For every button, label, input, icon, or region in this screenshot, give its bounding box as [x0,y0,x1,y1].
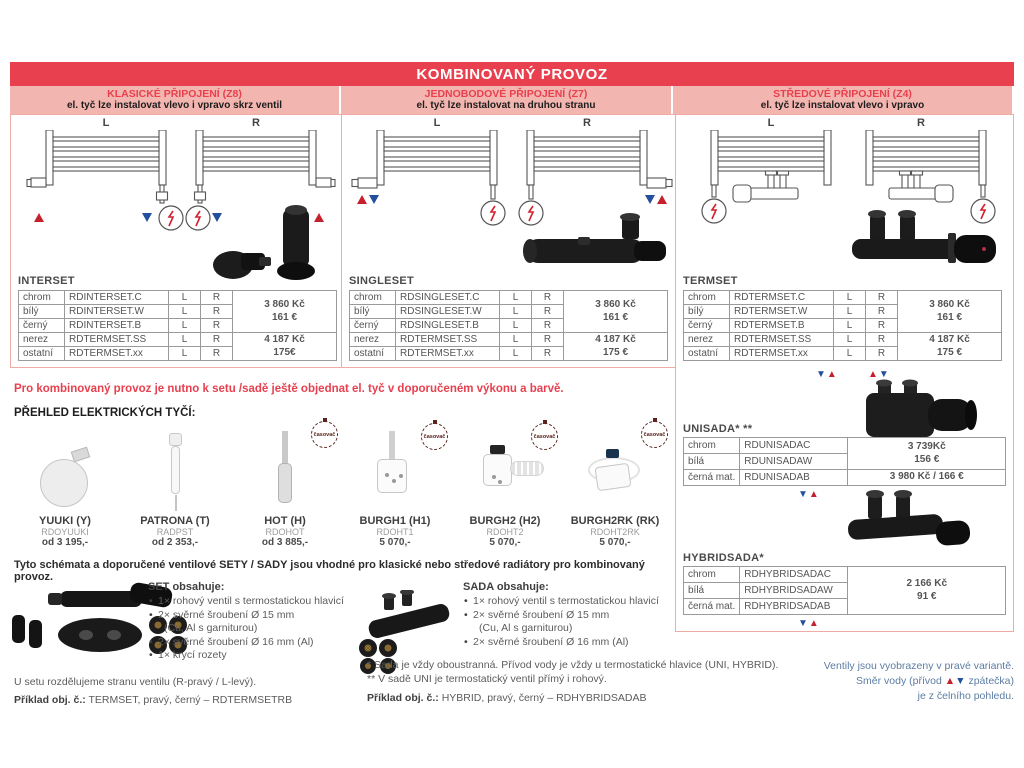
list-item: • 2× svěrné šroubení Ø 15 mm [148,609,380,623]
supply-arrow-icon [34,213,44,222]
rod-dots [385,473,389,477]
color-cell: bílý [684,305,730,319]
example-value: TERMSET, pravý, černý – RDTERMSETRB [88,694,293,706]
price-kc: 3 860 Kč [929,299,970,310]
code-cell: RDSINGLESET.W [396,305,500,319]
price-eur: 91 € [917,590,937,602]
rod-body [278,463,292,503]
left-variant-cell: L [500,347,532,361]
table-row [684,470,1006,486]
return-arrow-icon: ▼ [955,675,966,687]
sada-order-example [367,692,647,704]
note-line-3: je z čelního pohledu. [917,690,1014,702]
return-arrow-icon [142,213,152,222]
rod-body [40,459,88,507]
timer-badge-label: časovač [643,431,666,438]
interset-product-photo [207,203,319,283]
left-variant-cell: L [500,305,532,319]
color-cell: ostatní [350,347,396,361]
left-variant-cell: L [834,291,866,305]
rod-burgh2-image [450,421,560,515]
code-cell: RDUNISADAB [740,470,848,486]
right-variant-cell: R [532,319,564,333]
code-cell: RDSINGLESET.B [396,319,500,333]
note-line-2 [784,674,1014,689]
termset-table [683,290,1002,361]
right-variant-cell: R [201,305,233,319]
rod-price: 5 070,- [599,537,631,548]
set-side-note: U setu rozdělujeme stranu ventilu (R-pravý / L-levý). [14,676,257,688]
radiator-right [866,130,986,202]
column-z8 [10,114,341,368]
timer-badge-label: časovač [533,433,556,440]
footnote-2: ** V sadě UNI je termostatický ventil přímý i rohový. [367,672,607,685]
rods-heading: PŘEHLED ELEKTRICKÝCH TYČÍ: [14,407,196,419]
rod-burgh2 [450,421,560,557]
color-cell: chrom [684,291,730,305]
right-variant-cell: R [532,333,564,347]
return-arrow-icon: ▼ [816,369,827,380]
timer-badge-icon [641,421,668,448]
right-variant-cell: R [866,333,898,347]
header-z7-title: JEDNOBODOVÉ PŘIPOJENÍ (Z7) [424,87,588,100]
color-cell: chrom [350,291,396,305]
price-cell [848,438,1006,470]
left-variant-cell: L [169,305,201,319]
code-cell: RDTERMSET.SS [65,333,169,347]
table-row [350,333,668,347]
rod-body [483,454,512,486]
singleset-product-photo [518,213,670,273]
note-line-2-post: zpátečka) [968,675,1014,687]
rod-yuuki-image [10,421,120,515]
table-row [684,291,1002,305]
price-eur: 175€ [273,346,296,358]
supply-arrow-icon [657,195,667,204]
left-variant-cell: L [500,291,532,305]
timer-badge-icon [531,423,558,450]
radiator-right [195,130,336,203]
radiator-right [527,130,672,199]
unisada-table [683,437,1006,486]
price-cell [898,333,1002,361]
unisada-product-photo [854,379,979,445]
interset-table [18,290,337,361]
return-arrow-icon [645,195,655,204]
order-note: Pro kombinovaný provoz je nutno k setu /sadě ještě objednat el. tyč v doporučeném výkonu a barvě. [14,383,564,395]
rod-hot-image [230,421,340,515]
rod-burgh1-image [340,421,450,515]
code-cell: RDSINGLESET.C [396,291,500,305]
left-variant-cell: L [834,305,866,319]
supply-arrow-icon: ▲ [944,675,956,687]
right-variant-cell: R [866,347,898,361]
sada-contents-box [463,581,705,649]
interset-label: INTERSET [18,275,75,287]
set-contents-heading: SET obsahuje: [148,581,225,593]
radiator-left [27,130,168,203]
right-variant-cell: R [532,305,564,319]
code-cell: RDTERMSET.xx [65,347,169,361]
left-variant-cell: L [834,347,866,361]
table-row [684,333,1002,347]
rod-code: RDOHT2 [486,527,524,537]
rod-wire [175,495,177,511]
right-variant-cell: R [201,347,233,361]
color-cell: černý [19,319,65,333]
rod-cap [490,445,505,454]
rod-burgh2rk-image [560,421,670,515]
table-row [19,291,337,305]
sada-contents-list [463,595,705,649]
price-cell [898,291,1002,333]
diagram-z7-left-label: L [433,117,441,129]
diagram-z8-right-label: R [252,117,260,129]
header-z7 [341,86,673,114]
code-cell: RDUNISADAW [740,454,848,470]
right-variant-cell: R [201,291,233,305]
unisada-label: UNISADA* ** [683,423,753,435]
rod-patrona [120,421,230,557]
price-eur: 161 € [936,311,963,323]
table-row [684,438,1006,454]
price-cell [233,291,337,333]
rod-name: YUUKI (Y) [39,515,91,527]
list-item: (Cu, Al s garniturou) [164,622,258,634]
rod-element [389,431,395,459]
right-variant-cell: R [532,291,564,305]
left-variant-cell: L [169,347,201,361]
radiator-left [711,130,831,202]
header-z8 [10,86,341,114]
code-cell: RDHYBRIDSADAB [740,599,848,615]
rod-body [171,446,180,494]
singleset-table [349,290,668,361]
termset-label: TERMSET [683,275,738,287]
table-row [19,333,337,347]
table-row [684,567,1006,583]
rod-code: RADPST [156,527,194,537]
right-variant-cell: R [866,319,898,333]
rod-price: 5 070,- [489,537,521,548]
rod-cap [606,449,619,458]
column-headers [10,86,1014,114]
color-cell: chrom [684,438,740,454]
rod-price: od 2 353,- [151,537,199,548]
color-cell: chrom [684,567,740,583]
code-cell: RDUNISADAC [740,438,848,454]
hybridsada-table [683,566,1006,615]
set-contents-list [148,595,380,663]
note-line-1: Ventily jsou vyobrazeny v pravé variantě. [823,660,1014,672]
rod-price: 5 070,- [379,537,411,548]
list-item: • 1× rohový ventil s termostatickou hlavicí [148,595,380,609]
color-cell: ostatní [19,347,65,361]
header-z4 [673,86,1012,114]
right-variant-cell: R [866,305,898,319]
diagram-z4-right-label: R [917,117,925,129]
code-cell: RDINTERSET.W [65,305,169,319]
rod-price: od 3 195,- [41,537,89,548]
code-cell: RDINTERSET.B [65,319,169,333]
return-arrow-icon: ▼ [878,369,890,380]
color-cell: bílý [19,305,65,319]
rod-body [377,459,407,493]
price-kc: 4 187 Kč [595,334,636,345]
color-cell: černá mat. [684,599,740,615]
header-z7-subtitle: el. tyč lze instalovat na druhou stranu [416,100,596,112]
price-cell [233,333,337,361]
rod-name: BURGH1 (H1) [359,515,431,527]
schemes-note: Tyto schémata a doporučené ventilové SETY / SADY jsou vhodné pro klasické nebo středové radiátory pro kombinovaný provoz. [14,559,645,583]
set-contents-box [148,581,380,663]
left-variant-cell: L [834,319,866,333]
list-item: • 1× krycí rozety [148,649,380,663]
diagram-z8-left-label: L [102,117,110,129]
rod-code: RDOYUUKI [41,527,89,537]
price-cell [564,291,668,333]
left-variant-cell: L [169,319,201,333]
color-cell: nerez [684,333,730,347]
code-cell: RDTERMSET.xx [730,347,834,361]
price-kc: 3 860 Kč [264,299,305,310]
valve-orientation-note [784,659,1014,704]
code-cell: RDINTERSET.C [65,291,169,305]
rod-code: RDOHT2RK [590,527,640,537]
singleset-label: SINGLESET [349,275,415,287]
electric-rod-circle [702,199,726,223]
price-eur: 156 € [914,453,940,465]
list-item: • 1× rohový ventil s termostatickou hlavicí [463,595,705,609]
price-eur: 161 € [602,311,629,323]
rod-name: PATRONA (T) [140,515,210,527]
code-cell: RDTERMSET.C [730,291,834,305]
rod-name: HOT (H) [264,515,306,527]
timer-badge-icon [311,421,338,448]
rod-patrona-image [120,421,230,515]
rod-code: RDOHOT [265,527,305,537]
price-eur: 161 € [271,311,298,323]
set-order-example [14,694,292,706]
rod-burgh1 [340,421,450,557]
example-label: Příklad obj. č.: [367,692,439,704]
flow-arrows [798,618,820,629]
right-variant-cell: R [866,291,898,305]
rod-cap [169,433,182,446]
color-cell: černý [350,319,396,333]
right-variant-cell: R [201,333,233,347]
example-value: HYBRID, pravý, černý – RDHYBRIDSADAB [441,692,647,704]
timer-badge-label: časovač [313,431,336,438]
right-variant-cell: R [201,319,233,333]
diagram-z4-left-label: L [767,117,775,129]
return-arrow-icon: ▼ [798,489,809,500]
price-kc: 4 187 Kč [929,334,970,345]
price-kc: 4 187 Kč [264,334,305,345]
electric-rod-circle [481,201,505,225]
left-variant-cell: L [169,333,201,347]
termset-product-photo [848,207,998,271]
list-item: • 2× svěrné šroubení Ø 15 mm [463,609,705,623]
supply-arrow-icon [357,195,367,204]
rod-body [594,463,631,491]
sada-footnotes [367,659,812,686]
supply-arrow-icon: ▲ [808,618,820,629]
price-eur: 175 € [936,346,963,358]
price-kc: 3 860 Kč [595,299,636,310]
left-variant-cell: L [834,333,866,347]
color-cell: bílá [684,454,740,470]
color-cell: černý [684,319,730,333]
price-cell: 3 980 Kč / 166 € [848,470,1006,486]
supply-arrow-icon: ▲ [808,489,820,500]
rod-element [282,431,288,463]
color-cell: ostatní [684,347,730,361]
page-title: KOMBINOVANÝ PROVOZ [10,62,1014,86]
example-label: Příklad obj. č.: [14,694,86,706]
rod-yuuki [10,421,120,557]
hybridsada-product-photo [838,487,973,557]
header-z4-subtitle: el. tyč lze instalovat vlevo i vpravo [760,100,925,112]
left-variant-cell: L [169,291,201,305]
supply-arrow-icon: ▲ [868,369,879,380]
color-cell: černá mat. [684,470,740,486]
rod-burgh2rk [560,421,670,557]
price-kc: 3 739Kč [907,441,946,452]
color-cell: nerez [350,333,396,347]
code-cell: RDTERMSET.W [730,305,834,319]
rod-dots [492,475,496,479]
column-z7 [341,114,675,368]
rod-price: od 3 885,- [261,537,309,548]
note-line-2-pre: Směr vody (přívod [856,675,942,687]
hybridsada-label: HYBRIDSADA* [683,552,764,564]
code-cell: RDTERMSET.B [730,319,834,333]
list-item: (Cu, Al s garniturou) [479,622,573,634]
return-arrow-icon: ▼ [798,618,809,629]
sada-contents-heading: SADA obsahuje: [463,581,549,593]
color-cell: chrom [19,291,65,305]
left-variant-cell: L [500,319,532,333]
rod-cable [510,461,544,476]
rod-name: BURGH2RK (RK) [570,515,660,527]
supply-arrow-icon: ▲ [826,369,838,380]
electric-rod-circle [159,206,183,230]
color-cell: bílý [350,305,396,319]
timer-badge-label: časovač [423,433,446,440]
header-z8-title: KLASICKÉ PŘIPOJENÍ (Z8) [107,87,242,100]
code-cell: RDHYBRIDSADAW [740,583,848,599]
footnote-1: * Sada je vždy oboustranná. Přívod vody je vždy u termostatické hlavice (UNI, HYBRID). [367,659,779,671]
rod-hot [230,421,340,557]
electric-rods-list [10,421,670,557]
table-row [350,291,668,305]
list-item: • 2× svěrné šroubení Ø 16 mm (Al) [148,636,380,650]
price-eur: 175 € [602,346,629,358]
color-cell: nerez [19,333,65,347]
flow-arrows [816,369,838,380]
price-cell [848,567,1006,615]
diagram-z7-right-label: R [583,117,591,129]
code-cell: RDTERMSET.xx [396,347,500,361]
code-cell: RDTERMSET.SS [396,333,500,347]
rod-name: BURGH2 (H2) [469,515,541,527]
return-arrow-icon [369,195,379,204]
header-z8-subtitle: el. tyč lze instalovat vlevo i vpravo skrz ventil [66,100,283,112]
header-z4-title: STŘEDOVÉ PŘIPOJENÍ (Z4) [773,87,912,100]
column-z4 [675,114,1014,632]
left-variant-cell: L [500,333,532,347]
flow-arrows [798,489,820,500]
price-kc: 2 166 Kč [906,578,948,589]
rod-cap [71,447,91,463]
radiator-left [352,130,497,199]
list-item: • 2× svěrné šroubení Ø 16 mm (Al) [463,636,705,650]
rod-code: RDOHT1 [376,527,414,537]
right-variant-cell: R [532,347,564,361]
code-cell: RDHYBRIDSADAC [740,567,848,583]
code-cell: RDTERMSET.SS [730,333,834,347]
timer-badge-icon [421,423,448,450]
price-cell [564,333,668,361]
color-cell: bílá [684,583,740,599]
